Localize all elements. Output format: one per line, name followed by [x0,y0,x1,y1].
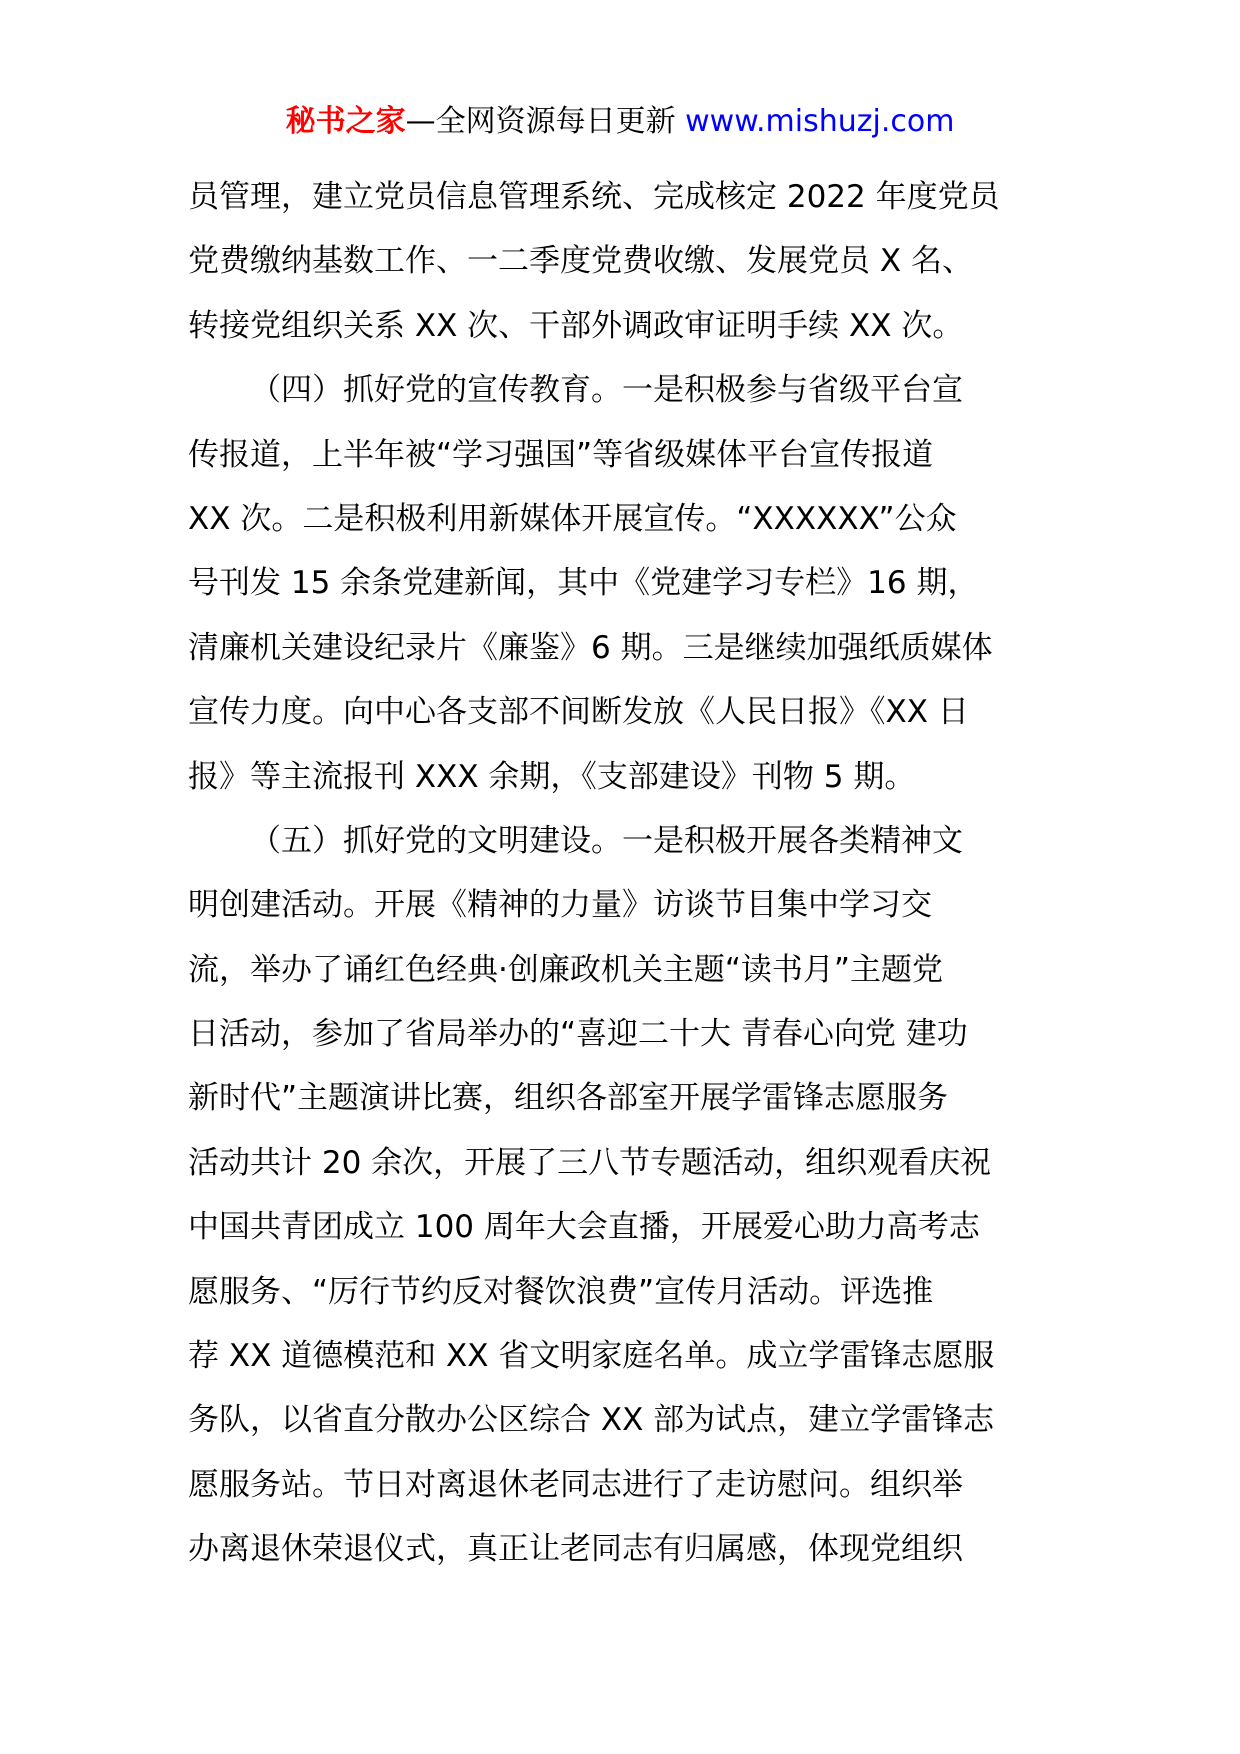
text-line: 宣传力度。向中心各支部不间断发放《人民日报》《XX 日 [188,694,969,731]
text-line: 报》等主流报刊 XXX 余期，《支部建设》刊物 5 期。 [188,758,916,795]
text-line: 号刊发 15 余条党建新闻，其中《党建学习专栏》16 期， [188,565,979,602]
text-line: 党费缴纳基数工作、一二季度党费收缴、发展党员 X 名、 [188,243,973,280]
brand-name: 秘书之家 [285,104,406,139]
website-link[interactable]: www.mishuzj.com [685,104,955,139]
text-line: XX 次。二是积极利用新媒体开展宣传。“XXXXXX”公众 [188,500,957,537]
text-line: 办离退休荣退仪式，真正让老同志有归属感，体现党组织 [188,1531,963,1568]
text-line: 传报道，上半年被“学习强国”等省级媒体平台宣传报道 [188,436,934,473]
text-line: 荐 XX 道德模范和 XX 省文明家庭名单。成立学雷锋志愿服 [188,1338,995,1375]
text-line: 愿服务站。节日对离退休老同志进行了走访慰问。组织举 [188,1466,963,1503]
text-line: 明创建活动。开展《精神的力量》访谈节目集中学习交 [188,887,932,924]
text-line: 日活动，参加了省局举办的“喜迎二十大 青春心向党 建功 [188,1016,968,1053]
text-line: 活动共计 20 余次，开展了三八节专题活动，组织观看庆祝 [188,1144,992,1181]
text-line: 转接党组织关系 XX 次、干部外调政审证明手续 XX 次。 [188,307,964,344]
section-heading-line: （四）抓好党的宣传教育。一是积极参与省级平台宣 [250,372,963,409]
text-line: 清廉机关建设纪录片《廉鉴》6 期。三是继续加强纸质媒体 [188,629,993,666]
section-heading-line: （五）抓好党的文明建设。一是积极开展各类精神文 [250,822,963,859]
text-line: 愿服务、“厉行节约反对餐饮浪费”宣传月活动。评选推 [188,1273,934,1310]
header-slogan: —全网资源每日更新 [405,104,686,139]
text-line: 新时代”主题演讲比赛，组织各部室开展学雷锋志愿服务 [188,1080,949,1117]
page-header [0,100,1240,144]
document-body [188,165,1058,1582]
text-line: 流，举办了诵红色经典·创廉政机关主题“读书月”主题党 [188,951,943,988]
text-line: 中国共青团成立 100 周年大会直播，开展爱心助力高考志 [188,1209,980,1246]
text-line: 务队，以省直分散办公区综合 XX 部为试点，建立学雷锋志 [188,1402,995,1439]
text-line: 员管理，建立党员信息管理系统、完成核定 2022 年度党员 [188,179,1000,215]
